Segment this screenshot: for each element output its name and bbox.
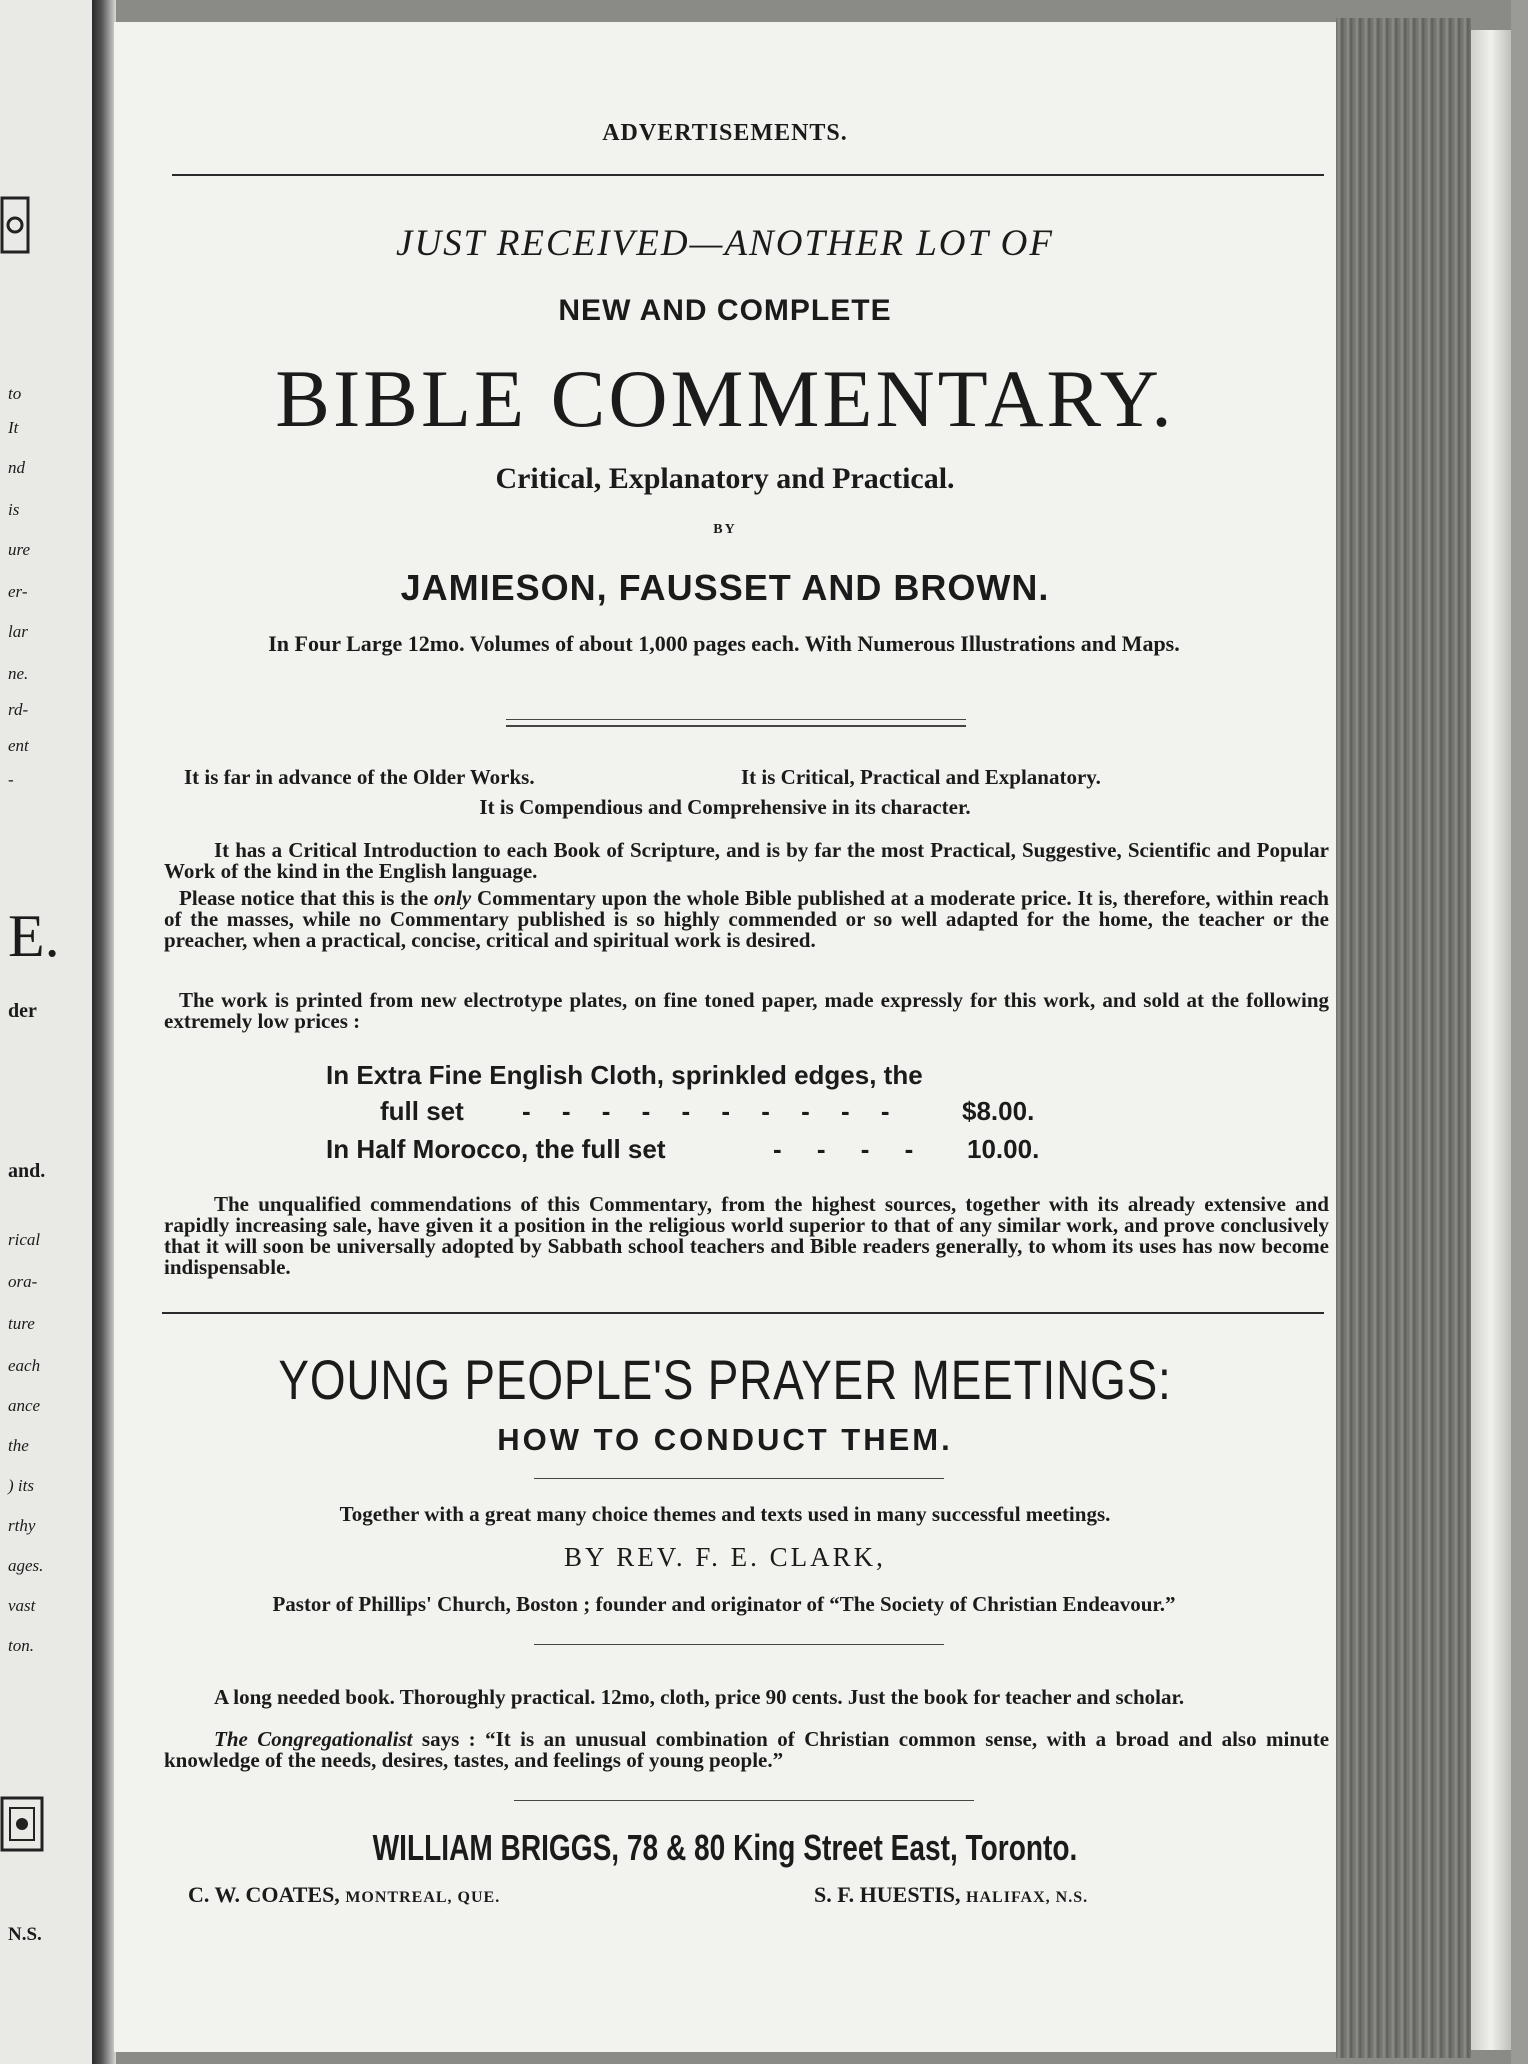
- paragraph-text: It has a Critical Introduction to each Book of Scripture, and is by far the most Practical, Suggestive, Scientific and Popular Work of the kind in the English language.: [164, 838, 1329, 883]
- paragraph-text: A long needed book. Thoroughly practical. 12mo, cloth, price 90 cents. Just the book for teacher and scholar.: [214, 1685, 1185, 1709]
- branch-place: MONTREAL, QUE.: [345, 1889, 501, 1906]
- header-rule: [172, 174, 1324, 176]
- ornament-icon: [0, 1796, 44, 1852]
- price-label: full set: [380, 1096, 464, 1126]
- praise-line: It is far in advance of the Older Works.: [184, 765, 535, 789]
- paragraph-text: The unqualified commendations of this Commentary, from the highest sources, together with its already extensive and rapidly increasing sale, have given it a position in the religious world superior to that of any similar work, and prove conclusively that it will soon be universally adopted by Sabbath school teachers and Bible readers generally, to whom its uses has now become indispensable.: [164, 1192, 1329, 1279]
- left-fragment: nd: [8, 458, 25, 477]
- left-fragment: each: [8, 1356, 41, 1375]
- ad-new-complete: NEW AND COMPLETE: [558, 294, 892, 327]
- branch-name: S. F. HUESTIS,: [814, 1882, 967, 1907]
- left-fragment: N.S.: [8, 1924, 42, 1945]
- price-value: $8.00.: [962, 1096, 1035, 1126]
- ad-paragraph: [164, 1194, 1329, 1278]
- left-fragment: to: [8, 384, 22, 403]
- ad-title: BIBLE COMMENTARY.: [275, 353, 1175, 444]
- paragraph-text: Commentary upon the whole Bible published at a moderate price. It is, therefore, within reach of the masses, while no Commentary published is so highly commended or so well adapted for the home, the teacher or the preacher, when a practical, concise, critical and spiritual work is desired.: [164, 886, 1329, 952]
- publisher-branch: [188, 1882, 500, 1908]
- praise-line: It is Compendious and Comprehensive in its character.: [479, 795, 971, 819]
- divider: [506, 719, 966, 720]
- section-rule: [162, 1312, 1324, 1314]
- ad-paragraph: [164, 888, 1329, 951]
- praise-line: It is Critical, Practical and Explanatory.: [741, 765, 1101, 789]
- ad2-author: BY REV. F. E. CLARK,: [564, 1542, 886, 1572]
- price-value: 10.00.: [967, 1134, 1040, 1164]
- book-page-edges: [1471, 30, 1511, 2050]
- ad-paragraph: [164, 1687, 1329, 1708]
- ad2-title: YOUNG PEOPLE'S PRAYER MEETINGS:: [278, 1348, 1172, 1411]
- left-fragment: E.: [8, 903, 60, 969]
- ornament-icon: [0, 196, 30, 254]
- emphasis: The Congregationalist: [214, 1727, 413, 1751]
- price-leader: - - - - - - - - - -: [522, 1096, 902, 1126]
- left-fragment: It: [8, 418, 19, 437]
- left-fragment: -: [8, 770, 14, 789]
- paragraph-text: Please notice that this is the: [179, 886, 434, 910]
- ad-paragraph: [164, 990, 1329, 1032]
- price-label: In Half Morocco, the full set: [326, 1134, 666, 1164]
- left-fragment: vast: [8, 1596, 36, 1615]
- branch-name: C. W. COATES,: [188, 1882, 346, 1907]
- divider: [534, 1478, 944, 1479]
- paragraph-text: says : “It is an unusual combination of Christian common sense, with a broad and also minute knowledge of the needs, desires, tastes, and feelings of young people.”: [164, 1727, 1330, 1772]
- left-fragment: ture: [8, 1314, 35, 1333]
- paragraph-text: The work is printed from new electrotype plates, on fine toned paper, made expressly for this work, and sold at the following extremely low prices :: [164, 988, 1329, 1033]
- left-fragment: ure: [8, 540, 31, 559]
- price-line: In Extra Fine English Cloth, sprinkled edges, the: [326, 1060, 923, 1090]
- page-header: ADVERTISEMENTS.: [602, 120, 848, 146]
- left-page-edge: [0, 0, 102, 2064]
- publisher-main: WILLIAM BRIGGS, 78 & 80 King Street East, Toronto.: [372, 1827, 1078, 1868]
- ad-paragraph: [164, 1729, 1329, 1771]
- left-fragment: rical: [8, 1230, 41, 1249]
- book-gutter: [92, 0, 116, 2064]
- price-leader: - - - -: [773, 1134, 928, 1164]
- book-page-edges: [1336, 18, 1471, 2058]
- ad-paragraph: [164, 840, 1329, 882]
- left-fragment: ne.: [8, 664, 29, 683]
- ad2-author-title: Pastor of Phillips' Church, Boston ; founder and originator of “The Society of Christian Endeavour.”: [272, 1592, 1176, 1616]
- left-fragment: rthy: [8, 1516, 36, 1535]
- divider: [534, 1644, 944, 1645]
- left-fragment: ance: [8, 1396, 41, 1415]
- left-fragment: lar: [8, 622, 28, 641]
- ad-volumes: In Four Large 12mo. Volumes of about 1,000 pages each. With Numerous Illustrations and Maps.: [268, 631, 1180, 656]
- left-fragment: ora-: [8, 1272, 38, 1291]
- publisher-branch: [814, 1882, 1088, 1908]
- ad2-description: Together with a great many choice themes and texts used in many successful meetings.: [339, 1502, 1111, 1526]
- left-fragment: ) its: [8, 1476, 34, 1495]
- left-fragment: ages.: [8, 1556, 44, 1575]
- left-fragment: is: [8, 500, 20, 519]
- left-fragment: ton.: [8, 1636, 34, 1655]
- ad-authors: JAMIESON, FAUSSET AND BROWN.: [400, 567, 1050, 608]
- branch-place: HALIFAX, N.S.: [966, 1889, 1089, 1906]
- left-fragment: er-: [8, 582, 28, 601]
- left-fragment: the: [8, 1436, 29, 1455]
- divider: [514, 1800, 974, 1801]
- left-fragment: ent: [8, 736, 29, 755]
- advertisement-page: [114, 22, 1336, 2052]
- left-fragment: der: [8, 1000, 37, 1022]
- background: [1511, 0, 1528, 2064]
- divider: [506, 725, 966, 727]
- left-fragment: and.: [8, 1160, 46, 1182]
- ad-subtitle: Critical, Explanatory and Practical.: [495, 462, 955, 495]
- ad-kicker: JUST RECEIVED—ANOTHER LOT OF: [396, 223, 1054, 264]
- left-fragment: rd-: [8, 700, 29, 719]
- emphasis: only: [433, 886, 472, 910]
- ad2-subtitle: HOW TO CONDUCT THEM.: [497, 1422, 953, 1457]
- by-label: BY: [713, 522, 737, 537]
